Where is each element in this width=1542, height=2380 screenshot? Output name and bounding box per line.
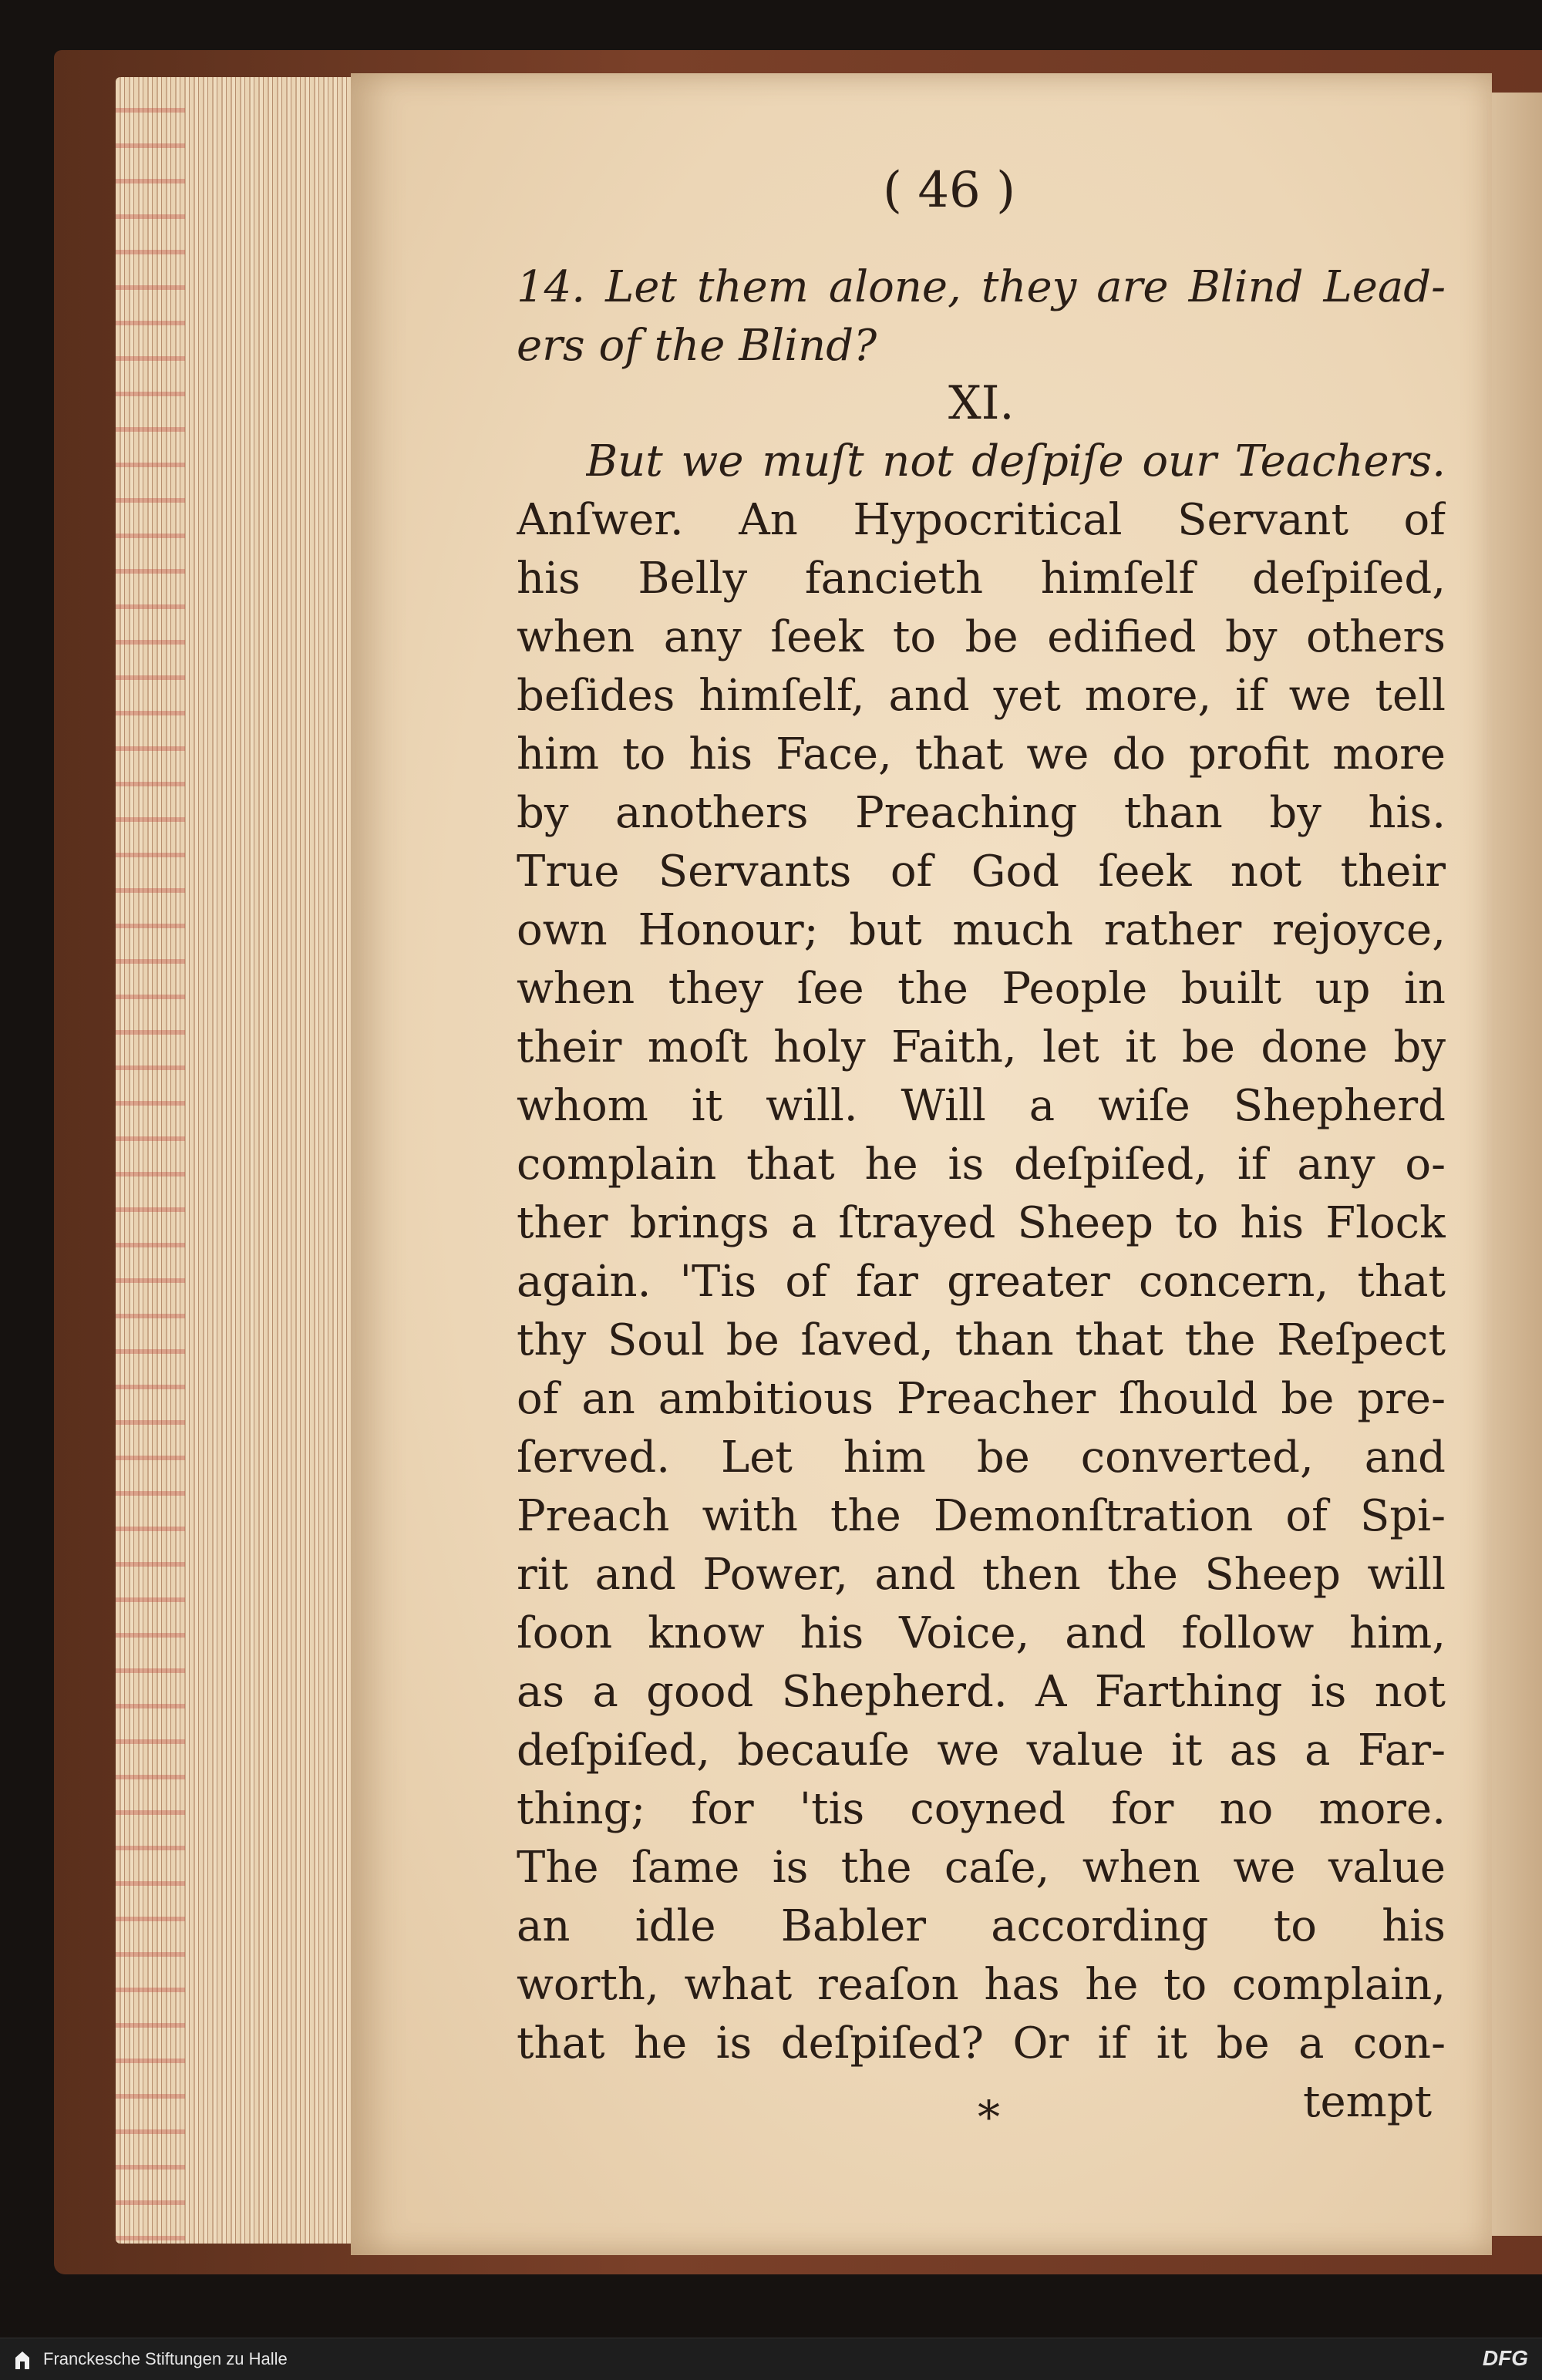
text-line: deſpiſed, becauſe we value it as a Far-	[517, 1725, 1446, 1776]
text-line: ers of the Blind?	[517, 321, 877, 371]
signature-mark: *	[978, 2091, 1000, 2143]
text-line: whom it will. Will a wiſe Shepherd	[517, 1081, 1446, 1131]
text-line: The ſame is the caſe, when we value	[517, 1843, 1446, 1893]
text-line: ſerved. Let him be converted, and	[517, 1432, 1446, 1483]
text-line: beſides himſelf, and yet more, if we tell	[517, 671, 1446, 721]
catchword: tempt	[1303, 2077, 1433, 2127]
institution-name: Franckesche Stiftungen zu Halle	[43, 2349, 288, 2368]
institution-logo-icon	[9, 2348, 35, 2374]
text-line: complain that he is deſpiſed, if any o-	[517, 1140, 1446, 1190]
text-line: But we muſt not deſpiſe our Teachers.	[586, 436, 1446, 486]
text-line: Anſwer. An Hypocritical Servant of	[517, 495, 1446, 545]
text-line: their moſt holy Faith, let it be done by	[517, 1022, 1446, 1072]
facing-page-edge	[1492, 93, 1542, 2236]
text-line: ſoon know his Voice, and follow him,	[517, 1608, 1446, 1658]
text-line: thing; for 'tis coyned for no more.	[517, 1784, 1446, 1834]
text-line: thy Soul be ſaved, than that the Reſpect	[517, 1315, 1446, 1365]
text-line: of an ambitious Preacher ſhould be pre-	[517, 1374, 1446, 1424]
text-line: Preach with the Demonſtration of Spi-	[517, 1491, 1446, 1541]
section-heading: XI.	[948, 376, 1015, 430]
footer-bar	[0, 2338, 1542, 2380]
funder-logo: DFG	[1482, 2346, 1528, 2370]
text-line: him to his Face, that we do profit more	[517, 729, 1446, 779]
text-line: again. 'Tis of far greater concern, that	[517, 1257, 1446, 1307]
text-line: when any ſeek to be edified by others	[517, 612, 1446, 662]
text-line: that he is deſpiſed? Or if it be a con-	[517, 2018, 1446, 2069]
text-line: as a good Shepherd. A Farthing is not	[517, 1667, 1446, 1717]
text-line: ther brings a ſtrayed Sheep to his Flock	[517, 1198, 1446, 1248]
text-line: 14. Let them alone, they are Blind Lead-	[517, 262, 1446, 312]
text-line: rit and Power, and then the Sheep will	[517, 1550, 1446, 1600]
page-edges	[116, 77, 355, 2244]
page-number: ( 46 )	[883, 162, 1016, 219]
text-line: worth, what reaſon has he to complain,	[517, 1960, 1446, 2010]
text-line: by anothers Preaching than by his.	[517, 788, 1446, 838]
text-line: an idle Babler according to his	[517, 1901, 1446, 1951]
text-line: own Honour; but much rather rejoyce,	[517, 905, 1446, 955]
text-line: True Servants of God ſeek not their	[517, 847, 1446, 897]
text-line: when they ſee the People built up in	[517, 964, 1446, 1014]
text-line: his Belly fancieth himſelf deſpiſed,	[517, 554, 1446, 604]
